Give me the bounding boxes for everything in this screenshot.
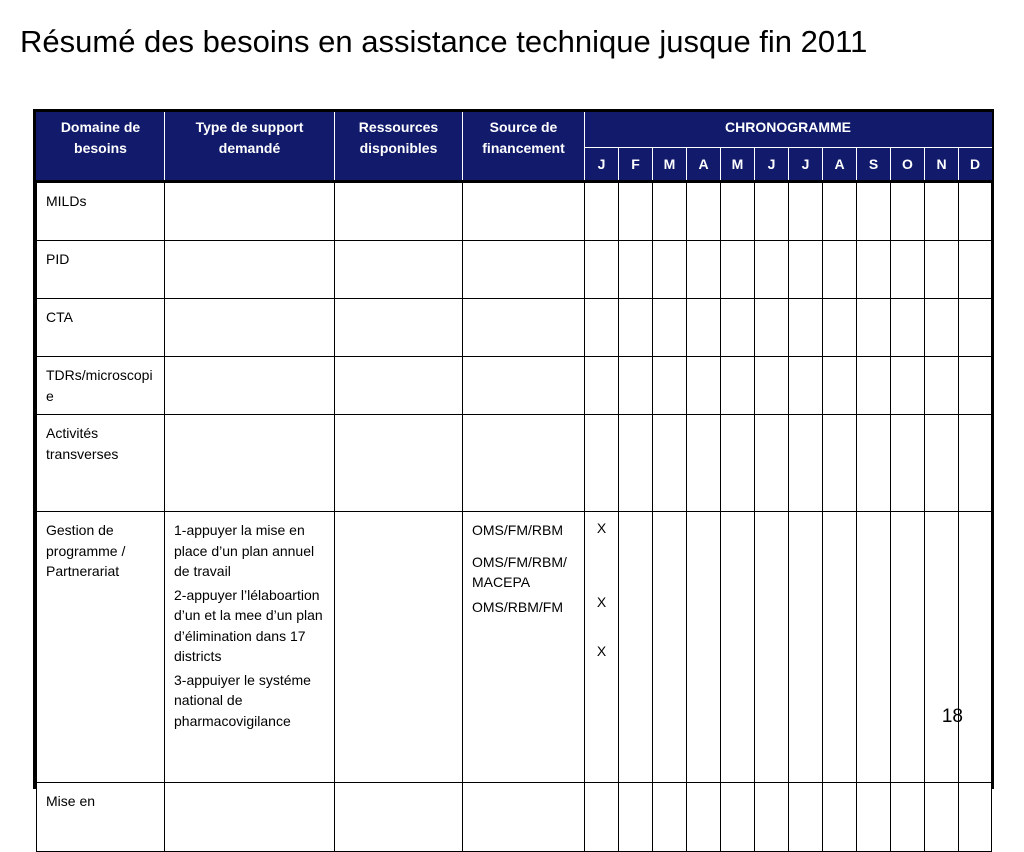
source-item: OMS/FM/RBM (472, 522, 563, 538)
page-number: 18 (941, 706, 963, 727)
support-item: 2-appuyer l’lélaboartion d’un et la mee d’un plan d’élimination dans 17 districts (174, 586, 323, 664)
domaine-cell: CTA (37, 299, 165, 357)
month-header: F (619, 148, 653, 182)
slide-title: Résumé des besoins en assistance technique jusque fin 2011 (20, 24, 868, 59)
header-ressources: Ressources disponibles (335, 113, 463, 182)
month-header: J (789, 148, 823, 182)
domaine-cell: Activités transverses (37, 415, 165, 512)
needs-table-container (33, 109, 994, 809)
month-header: N (925, 148, 959, 182)
source-cell (463, 512, 585, 783)
schedule-mark: X (596, 643, 607, 659)
month-header: J (755, 148, 789, 182)
january-cell (585, 512, 619, 783)
schedule-mark: X (596, 593, 607, 610)
header-source: Source de financement (463, 113, 585, 182)
month-header: D (959, 148, 992, 182)
header-domaine: Domaine de besoins (37, 113, 165, 182)
month-header: S (857, 148, 891, 182)
domaine-cell: Gestion de programme / Partnerariat (37, 512, 165, 783)
month-header: A (823, 148, 857, 182)
source-item: OMS/FM/RBM/MACEPA (472, 553, 567, 590)
month-header: M (721, 148, 755, 182)
domaine-cell: MILDs (37, 182, 165, 241)
table-row (37, 241, 992, 299)
table-row (37, 299, 992, 357)
needs-table (36, 112, 992, 852)
table-row (37, 357, 992, 415)
table-row (37, 182, 992, 241)
support-item: 3-appuiyer le systéme national de pharmacovigilance (174, 671, 311, 729)
table-row (37, 512, 992, 783)
month-header: O (891, 148, 925, 182)
month-header: M (653, 148, 687, 182)
header-type-support: Type de support demandé (165, 113, 335, 182)
table-row (37, 783, 992, 852)
month-header: A (687, 148, 721, 182)
domaine-cell: Mise en (37, 783, 165, 852)
support-cell (165, 512, 335, 783)
domaine-cell: TDRs/microscopie (37, 357, 165, 415)
header-chronogramme: CHRONOGRAMME (585, 113, 992, 148)
source-item: OMS/RBM/FM (472, 598, 563, 615)
month-header: J (585, 148, 619, 182)
support-item: 1-appuyer la mise en place d’un plan annuel de travail (174, 522, 315, 579)
schedule-mark: X (596, 520, 607, 536)
table-row (37, 415, 992, 512)
domaine-cell: PID (37, 241, 165, 299)
